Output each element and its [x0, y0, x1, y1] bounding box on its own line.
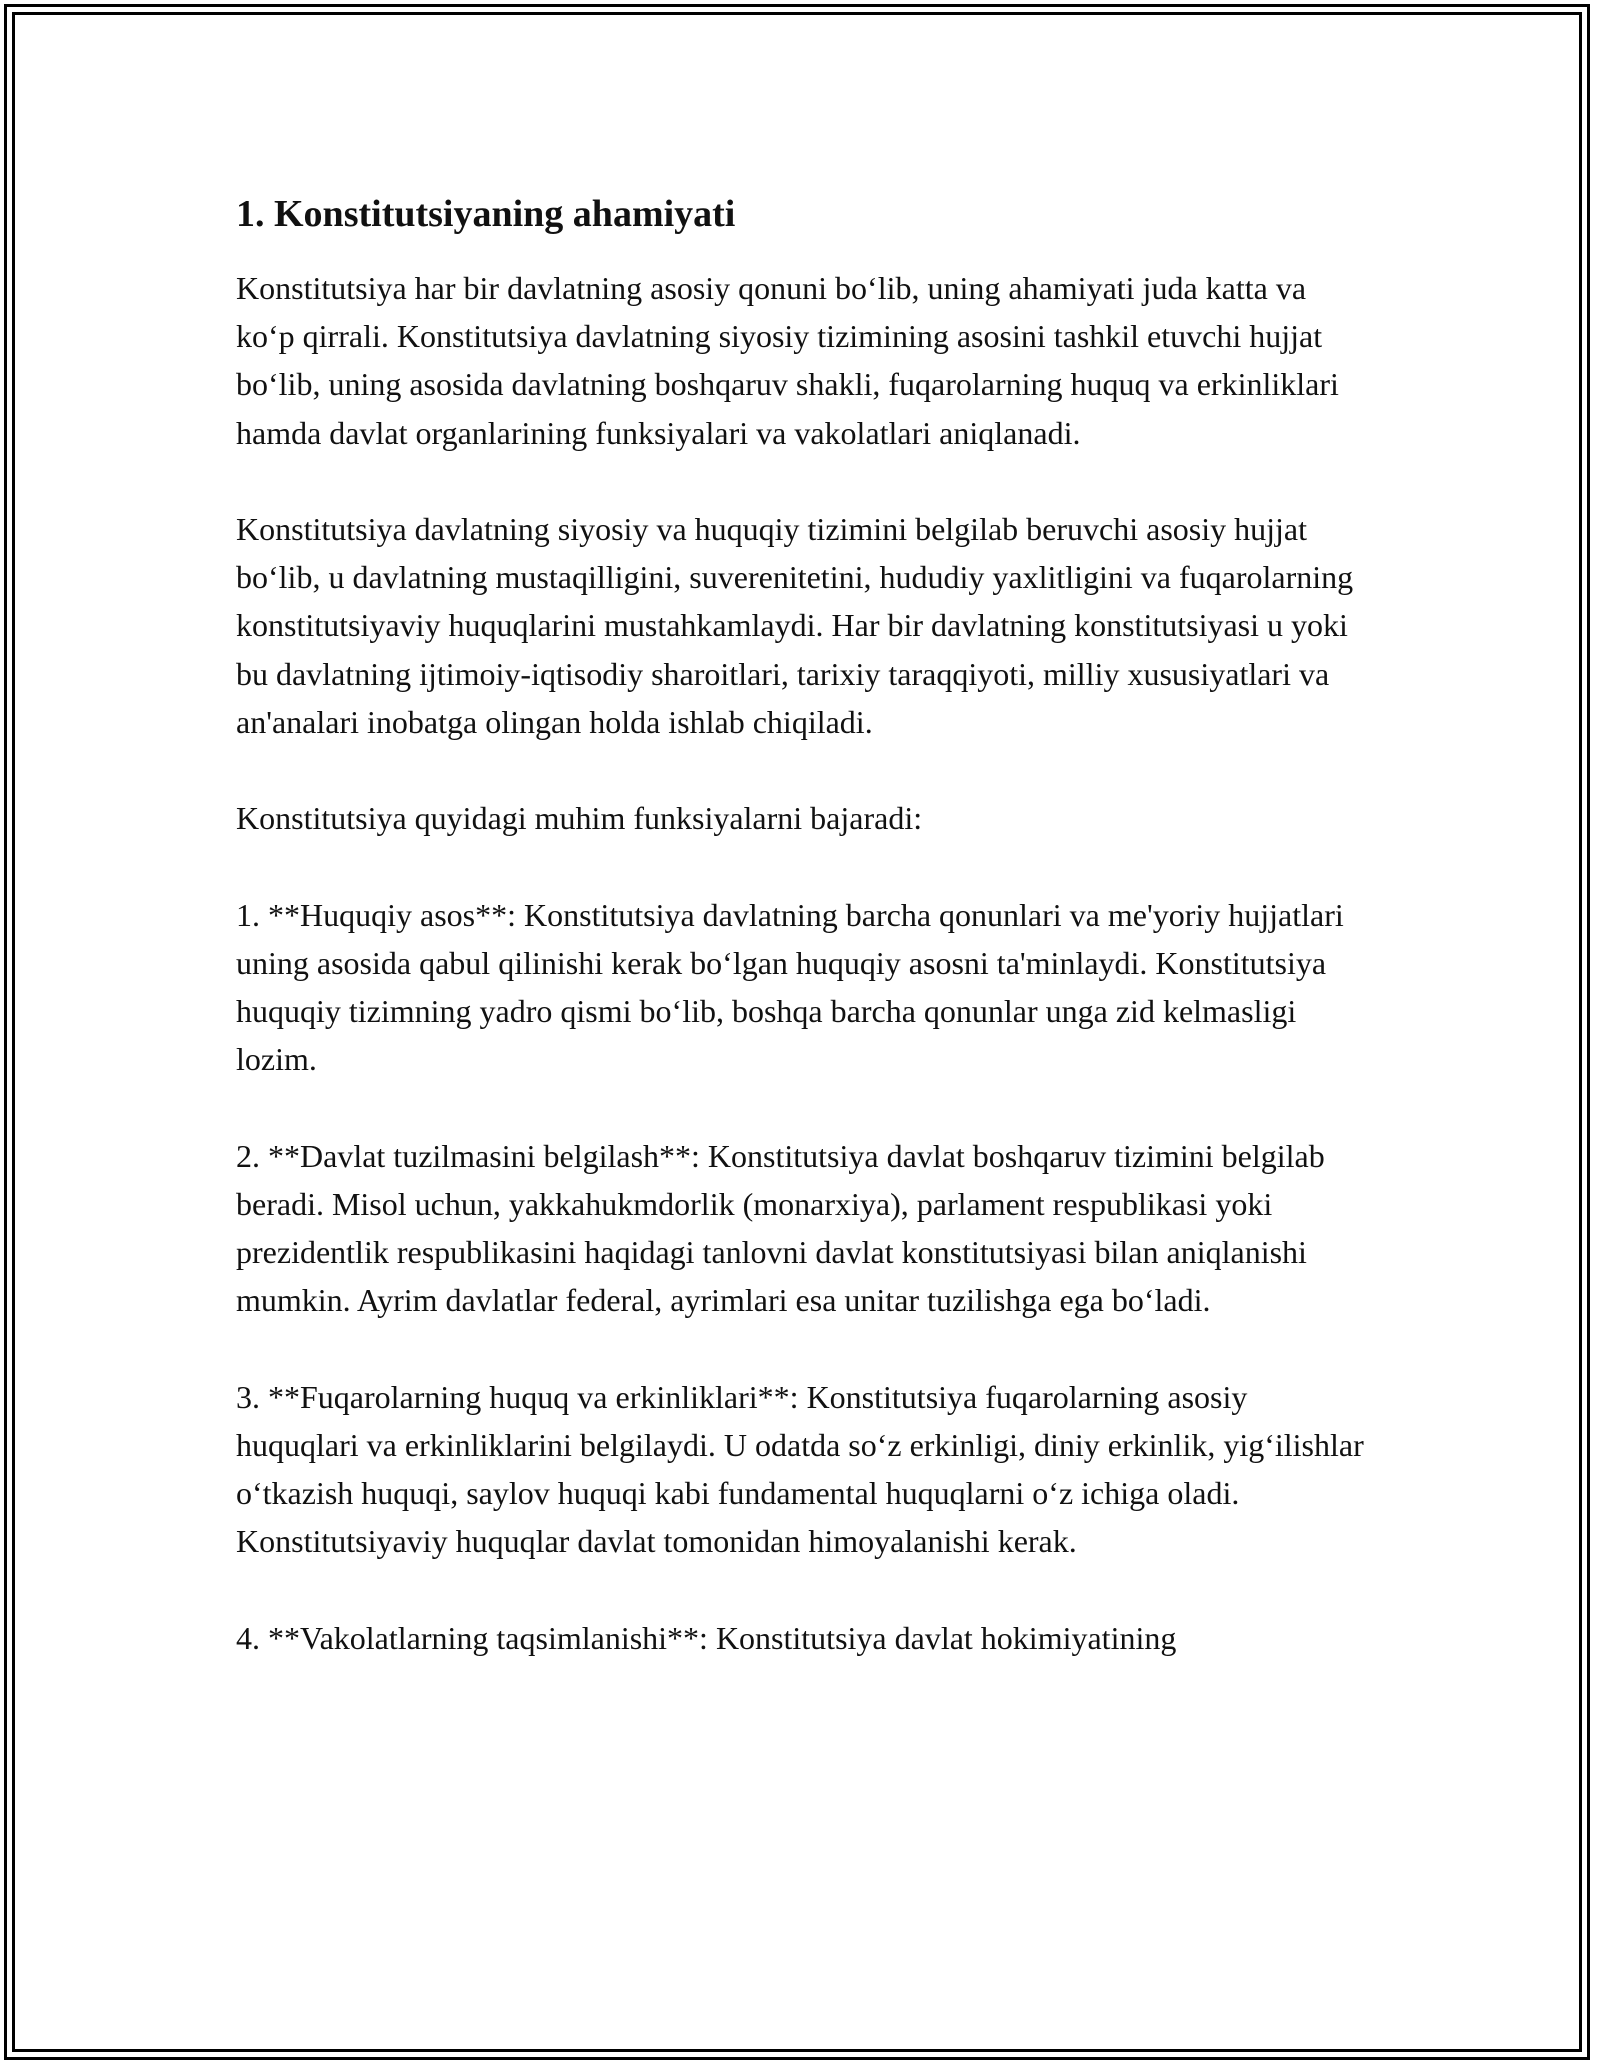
section-heading: 1. Konstitutsiyaning ahamiyati — [236, 193, 736, 235]
list-item-legal-basis: 1. **Huquqiy asos**: Konstitutsiya davlatning barcha qonunlari va me'yoriy hujjatlari uning asosida qabul qilinishi kerak bo‘lgan huquqiy asosni ta'minlaydi. Konstitutsiya huquqiy tizimning yadro qismi bo‘lib, boshqa barcha qonunlar unga zid kelmasligi lozim. — [236, 896, 1344, 1078]
paragraph-system: Konstitutsiya davlatning siyosiy va huquqiy tizimini belgilab beruvchi asosiy hujjat bo‘lib, u davlatning mustaqilligini, suverenitetini, hududiy yaxlitligini va fuqarolarning konstitutsiyaviy huquqlarini mustahkamlaydi. Har bir davlatning konstitutsiyasi u yoki bu davlatning ijtimoiy-iqtisodiy sharoitlari, tarixiy taraqqiyoti, milliy xususiyatlari va an'analari inobatga olingan holda ishlab chiqiladi. — [236, 511, 1354, 740]
list-item-separation-of-powers: 4. **Vakolatlarning taqsimlanishi**: Konstitutsiya davlat hokimiyatining — [236, 1619, 1177, 1656]
list-item-citizen-rights: 3. **Fuqarolarning huquq va erkinliklari**: Konstitutsiya fuqarolarning asosiy huquqlari va erkinliklarini belgilaydi. U odatda so‘z erkinligi, diniy erkinlik, yig‘ilishlar o‘tkazish huquqi, saylov huquqi kabi fundamental huquqlarni o‘z ichiga oladi. Konstitutsiyaviy huquqlar davlat tomonidan himoyalanishi kerak. — [236, 1378, 1364, 1560]
paragraph-intro: Konstitutsiya har bir davlatning asosiy qonuni bo‘lib, uning ahamiyati juda katta va ko‘p qirrali. Konstitutsiya davlatning siyosiy tizimining asosini tashkil etuvchi hujjat bo‘lib, uning asosida davlatning boshqaruv shakli, fuqarolarning huquq va erkinliklari hamda davlat organlarining funksiyalari va vakolatlari aniqlanadi. — [236, 270, 1339, 451]
list-item-state-structure: 2. **Davlat tuzilmasini belgilash**: Konstitutsiya davlat boshqaruv tizimini belgilab beradi. Misol uchun, yakkahukmdorlik (monarxiya), parlament respublikasi yoki prezidentlik respublikasini haqidagi tanlovni davlat konstitutsiyasi bilan aniqlanishi mumkin. Ayrim davlatlar federal, ayrimlari esa unitar tuzilishga ega bo‘ladi. — [236, 1137, 1325, 1319]
document-body — [236, 186, 1366, 1662]
paragraph-functions-lead: Konstitutsiya quyidagi muhim funksiyalarni bajaradi: — [236, 800, 923, 837]
